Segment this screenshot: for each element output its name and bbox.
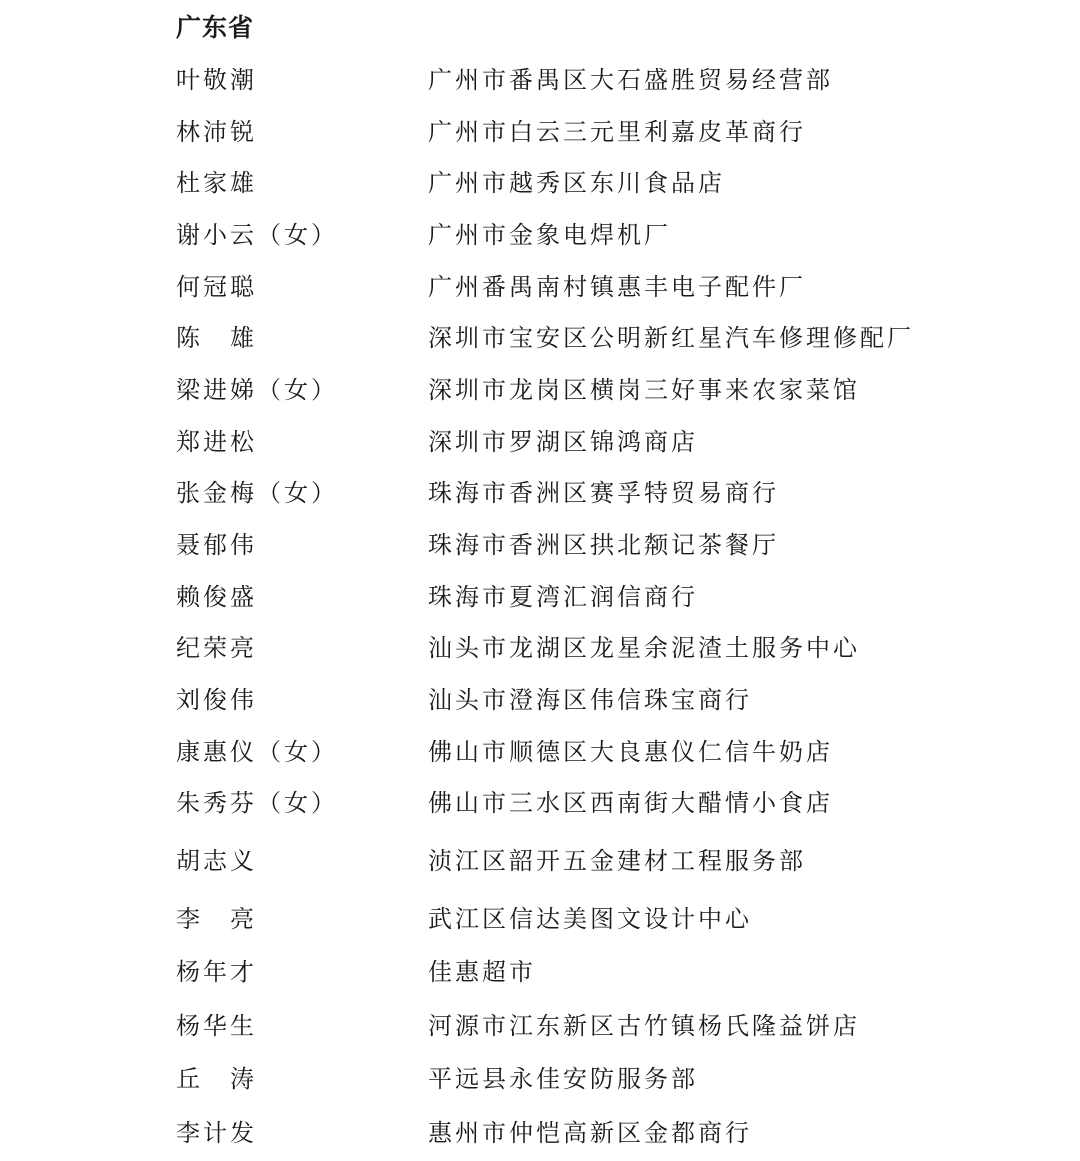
list-item: [0, 732, 1080, 772]
organization-name: 广州市越秀区东川食品店: [428, 169, 725, 197]
person-name: 朱秀芬（女）: [176, 789, 338, 817]
person-name: 杨年才: [176, 958, 257, 986]
list-item: [0, 215, 1080, 255]
person-name: 陈 雄: [176, 324, 257, 352]
province-heading: 广东省: [176, 13, 255, 42]
person-name: 何冠聪: [176, 273, 257, 301]
person-name: 李计发: [176, 1119, 257, 1147]
organization-name: 广州番禺南村镇惠丰电子配件厂: [428, 273, 806, 301]
organization-name: 广州市金象电焊机厂: [428, 221, 671, 249]
list-item: [0, 163, 1080, 203]
person-name: 赖俊盛: [176, 583, 257, 611]
organization-name: 深圳市龙岗区横岗三好事来农家菜馆: [428, 376, 860, 404]
list-item: [0, 1059, 1080, 1099]
person-name: 郑进松: [176, 428, 257, 456]
person-name: 李 亮: [176, 905, 257, 933]
person-name: 张金梅（女）: [176, 479, 338, 507]
organization-name: 佳惠超市: [428, 958, 536, 986]
person-name: 杜家雄: [176, 169, 257, 197]
person-name: 谢小云（女）: [176, 221, 338, 249]
person-name: 梁进娣（女）: [176, 376, 338, 404]
person-name: 纪荣亮: [176, 634, 257, 662]
list-item: [0, 60, 1080, 100]
list-item: [0, 577, 1080, 617]
organization-name: 浈江区韶开五金建材工程服务部: [428, 847, 806, 875]
list-item: [0, 267, 1080, 307]
organization-name: 武江区信达美图文设计中心: [428, 905, 752, 933]
person-name: 杨华生: [176, 1012, 257, 1040]
list-item: [0, 899, 1080, 939]
organization-name: 惠州市仲恺高新区金都商行: [428, 1119, 752, 1147]
organization-name: 珠海市香洲区赛孚特贸易商行: [428, 479, 779, 507]
organization-name: 广州市番禺区大石盛胜贸易经营部: [428, 66, 833, 94]
organization-name: 平远县永佳安防服务部: [428, 1065, 698, 1093]
list-item: [0, 680, 1080, 720]
list-item: [0, 318, 1080, 358]
list-item: [0, 422, 1080, 462]
list-item: [0, 370, 1080, 410]
organization-name: 深圳市罗湖区锦鸿商店: [428, 428, 698, 456]
organization-name: 河源市江东新区古竹镇杨氏隆益饼店: [428, 1012, 860, 1040]
list-item: [0, 841, 1080, 881]
person-name: 聂郁伟: [176, 531, 257, 559]
list-item: [0, 952, 1080, 992]
organization-name: 汕头市龙湖区龙星余泥渣土服务中心: [428, 634, 860, 662]
person-name: 胡志义: [176, 847, 257, 875]
organization-name: 深圳市宝安区公明新红星汽车修理修配厂: [428, 324, 914, 352]
list-item: [0, 783, 1080, 823]
person-name: 刘俊伟: [176, 686, 257, 714]
person-name: 林沛锐: [176, 118, 257, 146]
organization-name: 佛山市顺德区大良惠仪仁信牛奶店: [428, 738, 833, 766]
organization-name: 珠海市香洲区拱北颒记茶餐厅: [428, 531, 779, 559]
person-name: 叶敬潮: [176, 66, 257, 94]
organization-name: 广州市白云三元里利嘉皮革商行: [428, 118, 806, 146]
list-item: [0, 1006, 1080, 1046]
list-item: [0, 628, 1080, 668]
organization-name: 珠海市夏湾汇润信商行: [428, 583, 698, 611]
organization-name: 佛山市三水区西南街大醋情小食店: [428, 789, 833, 817]
list-item: [0, 473, 1080, 513]
person-name: 丘 涛: [176, 1065, 257, 1093]
organization-name: 汕头市澄海区伟信珠宝商行: [428, 686, 752, 714]
list-item: [0, 112, 1080, 152]
list-item: [0, 525, 1080, 565]
list-item: [0, 1113, 1080, 1153]
person-name: 康惠仪（女）: [176, 738, 338, 766]
